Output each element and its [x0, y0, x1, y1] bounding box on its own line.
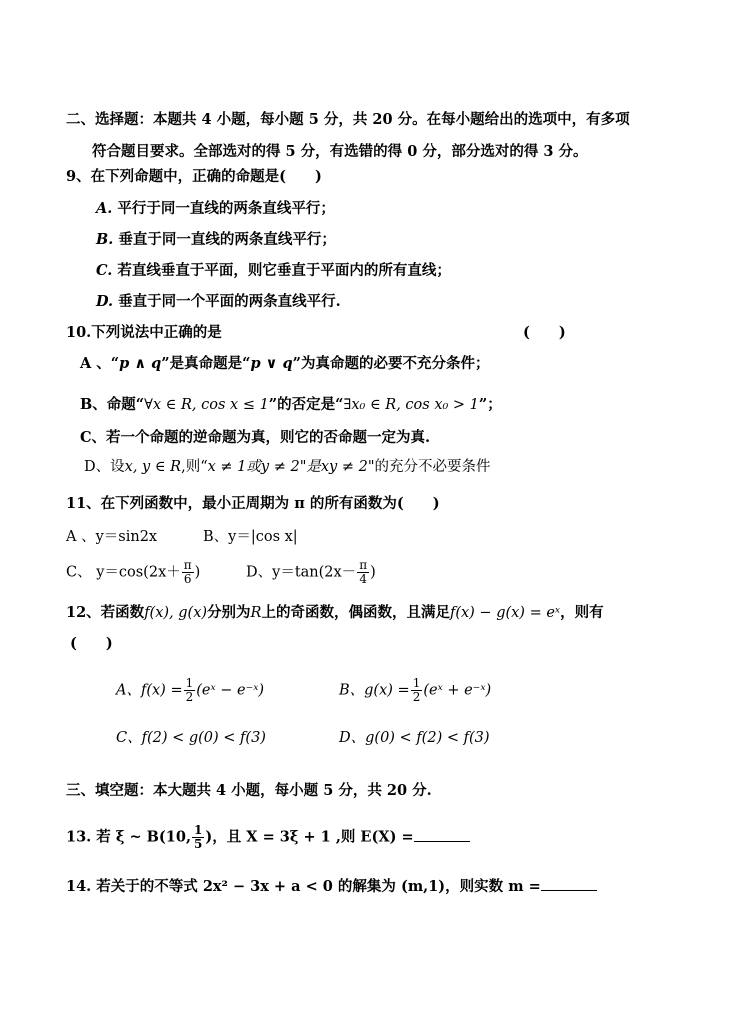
- question-11-stem: [66, 494, 440, 514]
- answer-paren: ( ): [523, 324, 566, 341]
- question-12-option-d: [339, 728, 490, 748]
- stem-prefix: 12、若函数: [66, 604, 145, 621]
- exists-expression: ∃x₀ ∈ R, cos x₀ > 1: [343, 397, 479, 413]
- question-10-stem-text: 10.下列说法中正确的是: [66, 324, 222, 341]
- numerator: 1: [185, 676, 194, 690]
- option-letter: D.: [96, 293, 114, 310]
- option-d-suffix: ): [370, 564, 376, 581]
- option-a-prefix: A 、“: [80, 355, 120, 372]
- var-p: p: [250, 355, 261, 372]
- question-9-option-a: [96, 199, 335, 219]
- option-c-suffix: ): [194, 564, 201, 581]
- forall-expression: ∀x ∈ R, cos x ≤ 1: [144, 397, 269, 413]
- option-a-prefix: A、f(x) =: [116, 682, 183, 699]
- section-2-heading-b: 符合题目要求。全部选对的得 5 分，有选错的得 0 分，部分选对的得 3 分。: [92, 143, 588, 160]
- question-13: [66, 824, 470, 851]
- var-p: p: [119, 355, 130, 372]
- section-3-heading-text: 三、填空题：本大题共 4 小题，每小题 5 分，共 20 分.: [66, 782, 432, 799]
- option-c-text: C、f(2) < g(0) < f(3): [116, 730, 266, 746]
- question-10-answer-paren: [523, 323, 566, 343]
- fraction: [411, 677, 423, 704]
- question-11-option-c: [66, 559, 200, 586]
- question-14: [66, 876, 597, 897]
- question-13-mid: )，且 X = 3ξ + 1 ,则 E(X) =: [205, 828, 414, 846]
- option-letter: B.: [96, 231, 114, 248]
- option-text: 垂直于同一个平面的两条直线平行.: [118, 293, 341, 310]
- question-12-option-a: [116, 677, 264, 704]
- condition-expression: x ≠ 1或y ≠ 2"是xy ≠ 2": [207, 459, 375, 475]
- or-symbol: ∨: [260, 355, 283, 372]
- var-q: q: [282, 355, 293, 372]
- section-3-heading: [66, 781, 432, 801]
- question-9-option-c: [96, 261, 451, 281]
- stem-mid2: 上的奇函数，偶函数，且满足: [261, 604, 450, 621]
- question-9-option-d: [96, 292, 341, 312]
- answer-paren: ( ): [70, 635, 113, 652]
- stem-mid: 分别为: [207, 604, 251, 621]
- question-11-option-b: [203, 527, 298, 547]
- question-9-option-b: [96, 230, 336, 250]
- option-letter: A.: [96, 200, 113, 217]
- var-q: q: [151, 355, 162, 372]
- option-b-prefix: B、命题“: [80, 396, 145, 413]
- option-a-text: A 、y＝sin2x: [66, 529, 158, 545]
- section-2-heading-line2: [92, 142, 588, 162]
- option-a-post: ”为真命题的必要不充分条件；: [292, 355, 490, 372]
- option-c-prefix: C、 y＝cos(2x＋: [66, 564, 181, 581]
- fraction: [184, 677, 196, 704]
- numerator: 1: [194, 823, 203, 837]
- question-11-option-d: [246, 559, 376, 586]
- option-text: 若直线垂直于平面，则它垂直于平面内的所有直线；: [117, 262, 451, 279]
- vars-expression: x, y ∈ R: [124, 459, 182, 475]
- denominator: 6: [183, 572, 192, 586]
- numerator: 1: [412, 676, 421, 690]
- option-letter: C.: [96, 262, 113, 279]
- fraction: [192, 824, 204, 851]
- question-9-stem: [66, 167, 322, 187]
- question-10-option-d: [84, 457, 491, 477]
- denominator: 2: [412, 690, 421, 704]
- question-10-stem: [66, 323, 222, 343]
- functions-expression: f(x), g(x): [144, 605, 208, 621]
- question-10-option-a: [80, 354, 489, 374]
- option-a-expression: (eˣ − e⁻ˣ): [196, 682, 265, 699]
- option-d-prefix: D、设: [84, 459, 125, 475]
- answer-blank[interactable]: [414, 827, 470, 842]
- option-text: 平行于同一直线的两条直线平行；: [117, 200, 335, 217]
- and-symbol: ∧: [129, 355, 152, 372]
- question-14-text: 14. 若关于的不等式 2x² − 3x + a < 0 的解集为 (m,1)，则实数 m =: [66, 878, 541, 895]
- answer-blank[interactable]: [541, 876, 597, 891]
- question-12-option-c: [116, 728, 266, 748]
- numerator: π: [183, 558, 192, 572]
- question-10-option-c: [80, 428, 430, 448]
- question-9-stem-text: 9、在下列命题中，正确的命题是( ): [66, 168, 322, 185]
- set-r: R: [250, 605, 262, 621]
- option-c-text: C、若一个命题的逆命题为真，则它的否命题一定为真.: [80, 429, 431, 446]
- question-12-option-b: [339, 677, 491, 704]
- option-b-post: ”；: [478, 396, 502, 413]
- numerator: π: [359, 558, 368, 572]
- option-d-post: 的充分不必要条件: [374, 459, 491, 475]
- fraction: [357, 559, 369, 586]
- question-10-option-b: [80, 395, 502, 415]
- question-12-answer-paren: [70, 634, 113, 654]
- question-12-stem: [66, 603, 604, 623]
- option-b-text: B、y＝|cos x|: [203, 529, 298, 545]
- question-13-prefix: 13. 若 ξ ~ B(10,: [66, 828, 191, 846]
- denominator: 5: [194, 837, 203, 851]
- fraction: [182, 559, 194, 586]
- option-b-expression: (eˣ + e⁻ˣ): [423, 682, 492, 699]
- option-a-mid: ”是真命题是“: [161, 355, 251, 372]
- question-11-stem-text: 11、在下列函数中，最小正周期为 π 的所有函数为( ): [66, 495, 440, 512]
- denominator: 4: [359, 572, 367, 586]
- option-b-prefix: B、g(x) =: [339, 682, 410, 699]
- option-d-text: D、g(0) < f(2) < f(3): [339, 730, 490, 746]
- option-text: 垂直于同一直线的两条直线平行；: [118, 231, 336, 248]
- section-2-heading-a: 二、选择题：本题共 4 小题，每小题 5 分，共 20 分。在每小题给出的选项中，有多项: [66, 111, 630, 128]
- stem-post: ，则有: [560, 604, 604, 621]
- denominator: 2: [185, 690, 194, 704]
- option-d-prefix: D、y＝tan(2x－: [246, 564, 357, 581]
- question-11-option-a: [66, 527, 157, 547]
- option-b-mid: ”的否定是“: [268, 396, 344, 413]
- option-d-mid: ,则“: [181, 459, 208, 475]
- condition-expression: f(x) − g(x) = eˣ: [449, 605, 561, 621]
- section-2-heading-line1: [66, 110, 630, 130]
